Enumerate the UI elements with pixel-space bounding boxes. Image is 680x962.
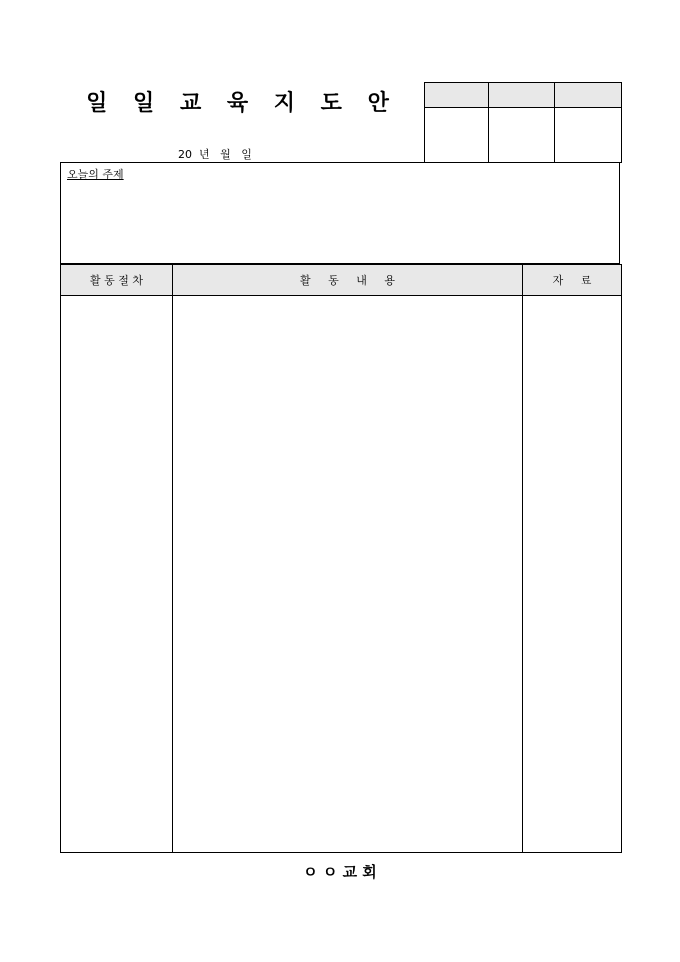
header-activity-procedure: 활 동 절 차 <box>61 265 173 296</box>
church-name: ㅇ ㅇ 교 회 <box>303 863 377 881</box>
approval-sign-cell[interactable] <box>489 108 555 163</box>
procedure-cell[interactable] <box>61 296 173 853</box>
theme-label: 오늘의 주제 <box>67 168 124 181</box>
content-cell[interactable] <box>173 296 523 853</box>
activity-table <box>60 264 622 853</box>
date-line: 20 년 월 일 <box>178 148 252 161</box>
approval-header-cell <box>489 83 555 108</box>
approval-sign-cell[interactable] <box>555 108 622 163</box>
approval-header-cell <box>425 83 489 108</box>
header-activity-content: 활 동 내 용 <box>173 265 523 296</box>
approval-sign-cell[interactable] <box>425 108 489 163</box>
theme-section[interactable] <box>60 162 620 264</box>
document-title: 일 일 교 육 지 도 안 <box>86 90 398 116</box>
header-materials: 자 료 <box>523 265 622 296</box>
materials-cell[interactable] <box>523 296 622 853</box>
approval-boxes <box>424 82 622 163</box>
approval-header-cell <box>555 83 622 108</box>
